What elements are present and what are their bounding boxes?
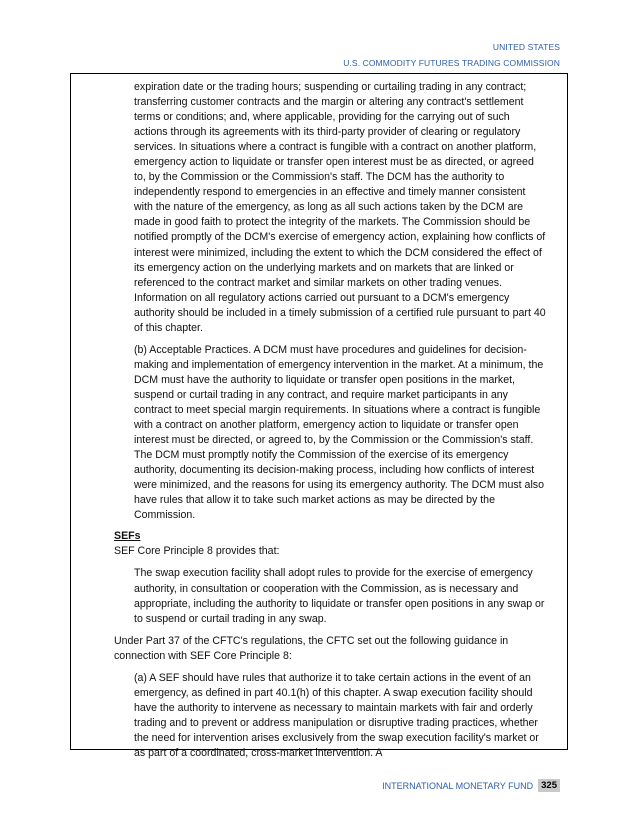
section-heading-sefs: SEFs — [114, 530, 141, 543]
page-footer — [382, 779, 560, 792]
paragraph-part37-intro: Under Part 37 of the CFTC's regulations, the CFTC set out the following guidance in connection with SEF Core Principle 8: — [114, 634, 509, 662]
running-header-country: UNITED STATES — [492, 42, 560, 52]
footer-org-name: INTERNATIONAL MONETARY FUND — [382, 780, 534, 791]
paragraph-sef-intro: SEF Core Principle 8 provides that: — [114, 545, 280, 558]
running-header-agency: U.S. COMMODITY FUTURES TRADING COMMISSION — [343, 58, 560, 68]
paragraph-dcm-guidance: expiration date or the trading hours; suspending or curtailing trading in any contract; transferring customer contracts and the margin or altering any contract's settlement terms or conditions; and, where applicable, providing for the carrying out of such actions through its agreements with its third-party provider of clearing or regulatory services. In situations where a contract is fungible with a contract on another platform, emergency action to liquidate or transfer open interest must be as directed, or agreed to, by the Commission or the Commission's staff. The DCM has the authority to independently respond to emergencies in an effective and timely manner consistent with the nature of the emergency, as long as all such actions taken by the DCM are made in good faith to protect the integrity of the markets. The Commission should be notified promptly of the DCM's exercise of emergency action, explaining how conflicts of interest were minimized, including the extent to which the DCM considered the effect of its emergency action on the underlying markets and on markets that are linked or referenced to the contract market and similar markets on other trading venues. Information on all regulatory actions carried out pursuant to a DCM's emergency authority should be included in a timely submission of a certified rule pursuant to part 40 of this chapter. — [134, 81, 546, 334]
quote-sef-core-principle-8: The swap execution facility shall adopt rules to provide for the exercise of emergency authority, in consultation or cooperation with the Commission, as is necessary and appropriate, including the authority to liquidate or transfer open positions in any swap or to suspend or curtail trading in any swap. — [134, 567, 545, 625]
page-body — [114, 80, 546, 761]
page-number: 325 — [538, 779, 560, 792]
paragraph-acceptable-practices: (b) Acceptable Practices. A DCM must have procedures and guidelines for decision-making and implementation of emergency intervention in the market. At a minimum, the DCM must have the authority to liquidate or transfer open positions in the market, suspend or curtail trading in any contract, and require market participants in any contract to meet special margin requirements. In situations where a contract is fungible with a contract on another platform, emergency action to liquidate or transfer open interest must be directed, or agreed to, by the Commission or the Commission's staff. The DCM must promptly notify the Commission of the exercise of its emergency authority, documenting its decision-making process, including how conflicts of interest were minimized, and the reasons for using its emergency authority. The DCM must also have rules that allow it to take such market actions as may be directed by the Commission. — [134, 343, 544, 522]
paragraph-sef-guidance-a: (a) A SEF should have rules that authorize it to take certain actions in the event of an emergency, as defined in part 40.1(h) of this chapter. A swap execution facility should have the authority to intervene as necessary to maintain markets with fair and orderly trading and to prevent or address manipulation or disruptive trading practices, whether the need for intervention arises exclusively from the swap execution facility's market or as part of a coordinated, cross-market intervention. A — [134, 671, 539, 759]
